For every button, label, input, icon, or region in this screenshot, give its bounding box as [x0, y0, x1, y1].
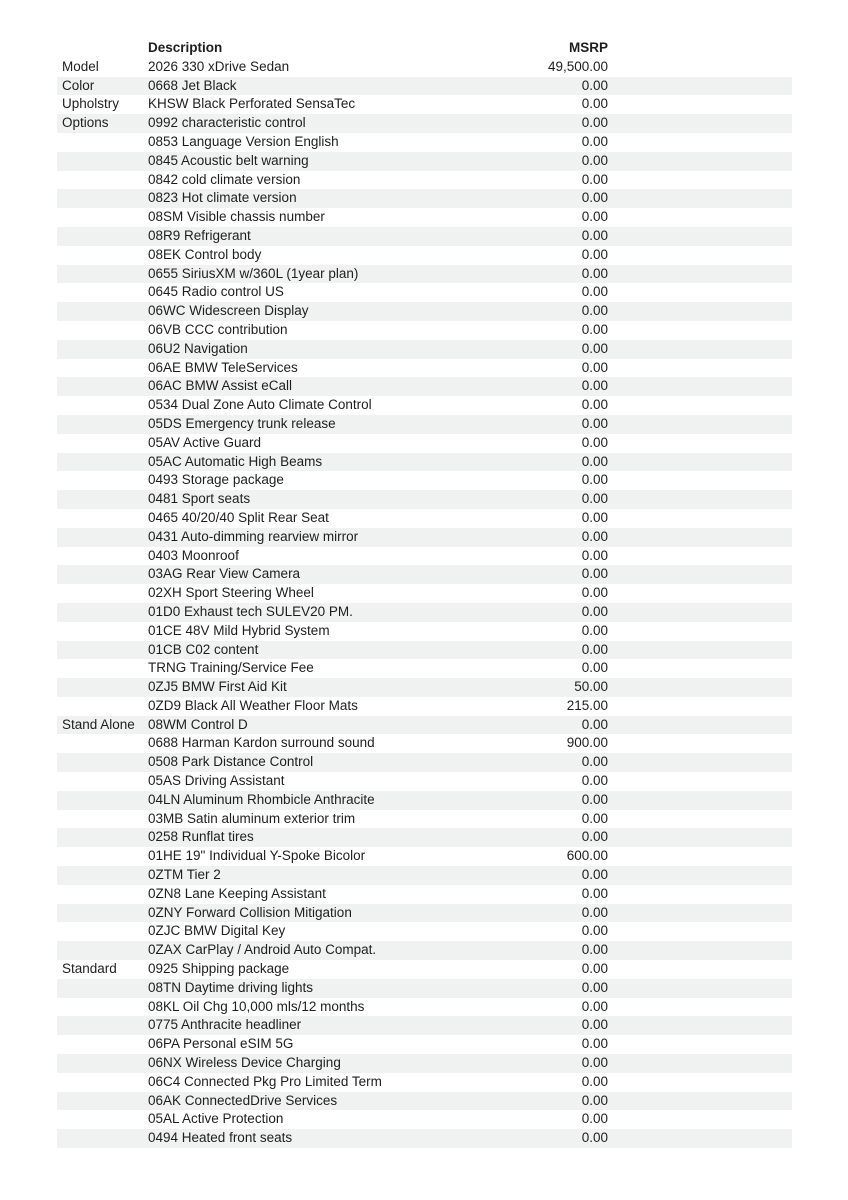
- row-description: 0ZAX CarPlay / Android Auto Compat.: [148, 942, 377, 958]
- row-category: [57, 359, 148, 378]
- row-description: 0925 Shipping package: [148, 961, 290, 977]
- table-row: [57, 941, 792, 960]
- row-msrp: 0.00: [581, 133, 608, 149]
- row-description: 0493 Storage package: [148, 472, 284, 488]
- row-category: [57, 622, 148, 641]
- row-category: [57, 171, 148, 190]
- row-msrp: 0.00: [581, 340, 608, 356]
- row-msrp: 0.00: [581, 998, 608, 1014]
- row-msrp: 0.00: [581, 622, 608, 638]
- table-row: [57, 377, 792, 396]
- table-row: [57, 753, 792, 772]
- row-description: 05AS Driving Assistant: [148, 773, 285, 789]
- row-category: [57, 772, 148, 791]
- table-row: [57, 734, 792, 753]
- row-description: KHSW Black Perforated SensaTec: [148, 96, 356, 112]
- table-row: [57, 697, 792, 716]
- row-msrp: 215.00: [566, 697, 608, 713]
- table-row: [57, 584, 792, 603]
- row-msrp: 0.00: [581, 942, 608, 958]
- row-description: 06U2 Navigation: [148, 340, 248, 356]
- row-msrp: 600.00: [566, 848, 608, 864]
- row-description: 0845 Acoustic belt warning: [148, 152, 309, 168]
- table-row: [57, 603, 792, 622]
- row-msrp: 0.00: [581, 791, 608, 807]
- row-category: [57, 490, 148, 509]
- row-category: [57, 1054, 148, 1073]
- table-row: [57, 1035, 792, 1054]
- row-description: 08KL Oil Chg 10,000 mls/12 months: [148, 998, 365, 1014]
- table-row: [57, 133, 792, 152]
- row-category: [57, 434, 148, 453]
- row-description: 08TN Daytime driving lights: [148, 979, 314, 995]
- table-row: [57, 828, 792, 847]
- table-row: [57, 772, 792, 791]
- row-msrp: 900.00: [566, 735, 608, 751]
- row-description: 01CE 48V Mild Hybrid System: [148, 622, 330, 638]
- row-category: Standard: [62, 961, 117, 977]
- table-row: [57, 227, 792, 246]
- table-row: [57, 58, 792, 77]
- column-header-description: Description: [148, 40, 223, 55]
- row-category: [57, 678, 148, 697]
- table-row: [57, 716, 792, 735]
- table-row: [57, 885, 792, 904]
- table-row: [57, 565, 792, 584]
- row-category: [57, 227, 148, 246]
- row-category: [57, 565, 148, 584]
- row-description: 0655 SiriusXM w/360L (1year plan): [148, 265, 359, 281]
- row-msrp: 0.00: [581, 284, 608, 300]
- table-row: [57, 979, 792, 998]
- row-category: Upholstry: [62, 96, 120, 112]
- row-category: [57, 1110, 148, 1129]
- table-row: [57, 1092, 792, 1111]
- row-msrp: 0.00: [581, 1073, 608, 1089]
- table-row: [57, 659, 792, 678]
- table-row: [57, 1073, 792, 1092]
- table-row: [57, 960, 792, 979]
- row-category: [57, 1129, 148, 1148]
- row-msrp: 0.00: [581, 547, 608, 563]
- row-description: 0ZN8 Lane Keeping Assistant: [148, 885, 326, 901]
- table-row: [57, 1016, 792, 1035]
- row-category: [57, 904, 148, 923]
- row-msrp: 50.00: [574, 679, 608, 695]
- row-category: [57, 1016, 148, 1035]
- row-category: [57, 528, 148, 547]
- row-category: Stand Alone: [62, 716, 135, 732]
- row-description: 0481 Sport seats: [148, 491, 251, 507]
- row-msrp: 0.00: [581, 1017, 608, 1033]
- row-description: 06NX Wireless Device Charging: [148, 1055, 341, 1071]
- table-header-row: [57, 39, 792, 58]
- row-category: [57, 828, 148, 847]
- row-msrp: 0.00: [581, 378, 608, 394]
- row-category: [57, 547, 148, 566]
- row-description: 0494 Heated front seats: [148, 1130, 293, 1146]
- row-msrp: 0.00: [581, 829, 608, 845]
- table-row: [57, 434, 792, 453]
- row-msrp: 0.00: [581, 566, 608, 582]
- table-row: [57, 471, 792, 490]
- row-msrp: 0.00: [581, 472, 608, 488]
- table-row: [57, 1054, 792, 1073]
- table-row: [57, 1110, 792, 1129]
- row-msrp: 0.00: [581, 1130, 608, 1146]
- row-msrp: 0.00: [581, 885, 608, 901]
- row-description: 01HE 19" Individual Y-Spoke Bicolor: [148, 848, 366, 864]
- row-category: [57, 941, 148, 960]
- table-row: [57, 189, 792, 208]
- row-msrp: 0.00: [581, 190, 608, 206]
- row-msrp: 0.00: [581, 303, 608, 319]
- row-msrp: 0.00: [581, 227, 608, 243]
- row-msrp: 49,500.00: [547, 58, 608, 74]
- row-description: 06AK ConnectedDrive Services: [148, 1092, 338, 1108]
- row-description: 0ZJC BMW Digital Key: [148, 923, 286, 939]
- row-description: 06C4 Connected Pkg Pro Limited Term: [148, 1073, 382, 1089]
- row-msrp: 0.00: [581, 96, 608, 112]
- row-msrp: 0.00: [581, 1036, 608, 1052]
- table-row: [57, 415, 792, 434]
- table-row: [57, 490, 792, 509]
- row-category: [57, 753, 148, 772]
- table-row: [57, 114, 792, 133]
- row-description: 06AE BMW TeleServices: [148, 359, 298, 375]
- row-category: [57, 885, 148, 904]
- row-category: [57, 866, 148, 885]
- row-category: [57, 791, 148, 810]
- table-row: [57, 265, 792, 284]
- row-category: [57, 265, 148, 284]
- table-row: [57, 321, 792, 340]
- table-row: [57, 998, 792, 1017]
- row-description: 0842 cold climate version: [148, 171, 301, 187]
- row-description: 03MB Satin aluminum exterior trim: [148, 810, 356, 826]
- table-row: [57, 359, 792, 378]
- row-category: [57, 810, 148, 829]
- table-body: [57, 58, 792, 1148]
- row-category: Options: [62, 115, 109, 131]
- row-category: [57, 734, 148, 753]
- row-msrp: 0.00: [581, 867, 608, 883]
- row-category: [57, 1092, 148, 1111]
- row-msrp: 0.00: [581, 509, 608, 525]
- table-row: [57, 396, 792, 415]
- row-description: 08R9 Refrigerant: [148, 227, 251, 243]
- table-row: [57, 791, 792, 810]
- table-row: [57, 95, 792, 114]
- row-description: 0ZD9 Black All Weather Floor Mats: [148, 697, 358, 713]
- row-description: 06VB CCC contribution: [148, 321, 288, 337]
- row-description: 0ZNY Forward Collision Mitigation: [148, 904, 352, 920]
- row-msrp: 0.00: [581, 453, 608, 469]
- row-category: [57, 641, 148, 660]
- row-description: 0403 Moonroof: [148, 547, 239, 563]
- row-description: 0534 Dual Zone Auto Climate Control: [148, 397, 372, 413]
- row-description: 0645 Radio control US: [148, 284, 284, 300]
- row-msrp: 0.00: [581, 152, 608, 168]
- row-msrp: 0.00: [581, 415, 608, 431]
- row-msrp: 0.00: [581, 660, 608, 676]
- row-description: 03AG Rear View Camera: [148, 566, 301, 582]
- row-description: 04LN Aluminum Rhombicle Anthracite: [148, 791, 375, 807]
- table-row: [57, 77, 792, 96]
- row-description: 05AV Active Guard: [148, 434, 262, 450]
- row-category: Model: [62, 58, 99, 74]
- table-row: [57, 246, 792, 265]
- table-row: [57, 1129, 792, 1148]
- row-msrp: 0.00: [581, 1111, 608, 1127]
- row-description: 0431 Auto-dimming rearview mirror: [148, 528, 359, 544]
- table-row: [57, 678, 792, 697]
- row-category: [57, 415, 148, 434]
- row-description: 0ZTM Tier 2: [148, 867, 221, 883]
- row-category: [57, 453, 148, 472]
- row-msrp: 0.00: [581, 585, 608, 601]
- row-description: 05AC Automatic High Beams: [148, 453, 323, 469]
- row-msrp: 0.00: [581, 246, 608, 262]
- row-msrp: 0.00: [581, 491, 608, 507]
- row-msrp: 0.00: [581, 77, 608, 93]
- row-description: 2026 330 xDrive Sedan: [148, 58, 290, 74]
- table-row: [57, 922, 792, 941]
- row-msrp: 0.00: [581, 1092, 608, 1108]
- row-category: [57, 697, 148, 716]
- table-row: [57, 641, 792, 660]
- row-description: 0775 Anthracite headliner: [148, 1017, 302, 1033]
- row-category: [57, 922, 148, 941]
- table-row: [57, 866, 792, 885]
- row-description: 0508 Park Distance Control: [148, 754, 314, 770]
- vehicle-options-table: [57, 39, 792, 1148]
- row-category: Color: [62, 77, 95, 93]
- row-description: 08EK Control body: [148, 246, 262, 262]
- row-category: [57, 847, 148, 866]
- row-description: 06AC BMW Assist eCall: [148, 378, 293, 394]
- row-description: 0823 Hot climate version: [148, 190, 297, 206]
- table-row: [57, 283, 792, 302]
- row-msrp: 0.00: [581, 716, 608, 732]
- row-category: [57, 396, 148, 415]
- row-category: [57, 1073, 148, 1092]
- table-row: [57, 904, 792, 923]
- row-description: 0258 Runflat tires: [148, 829, 254, 845]
- row-msrp: 0.00: [581, 528, 608, 544]
- row-msrp: 0.00: [581, 265, 608, 281]
- row-msrp: 0.00: [581, 171, 608, 187]
- column-header-msrp: MSRP: [568, 40, 608, 55]
- row-category: [57, 377, 148, 396]
- row-description: 01D0 Exhaust tech SULEV20 PM.: [148, 603, 353, 619]
- row-description: 06PA Personal eSIM 5G: [148, 1036, 294, 1052]
- row-msrp: 0.00: [581, 397, 608, 413]
- row-category: [57, 321, 148, 340]
- row-msrp: 0.00: [581, 115, 608, 131]
- row-category: [57, 133, 148, 152]
- row-category: [57, 998, 148, 1017]
- table-row: [57, 340, 792, 359]
- row-msrp: 0.00: [581, 603, 608, 619]
- row-category: [57, 208, 148, 227]
- row-description: 08WM Control D: [148, 716, 248, 732]
- table-row: [57, 528, 792, 547]
- table-row: [57, 622, 792, 641]
- row-description: 05DS Emergency trunk release: [148, 415, 336, 431]
- row-category: [57, 1035, 148, 1054]
- row-msrp: 0.00: [581, 810, 608, 826]
- row-msrp: 0.00: [581, 754, 608, 770]
- row-msrp: 0.00: [581, 321, 608, 337]
- row-category: [57, 302, 148, 321]
- row-description: 0668 Jet Black: [148, 77, 237, 93]
- row-description: TRNG Training/Service Fee: [148, 660, 314, 676]
- row-category: [57, 603, 148, 622]
- row-msrp: 0.00: [581, 904, 608, 920]
- row-category: [57, 584, 148, 603]
- table-row: [57, 509, 792, 528]
- row-msrp: 0.00: [581, 961, 608, 977]
- row-description: 0688 Harman Kardon surround sound: [148, 735, 375, 751]
- row-category: [57, 471, 148, 490]
- row-category: [57, 979, 148, 998]
- row-category: [57, 152, 148, 171]
- row-description: 02XH Sport Steering Wheel: [148, 585, 314, 601]
- row-category: [57, 340, 148, 359]
- row-description: 05AL Active Protection: [148, 1111, 284, 1127]
- row-description: 0ZJ5 BMW First Aid Kit: [148, 679, 287, 695]
- table-row: [57, 810, 792, 829]
- table-row: [57, 302, 792, 321]
- row-msrp: 0.00: [581, 979, 608, 995]
- row-msrp: 0.00: [581, 359, 608, 375]
- row-msrp: 0.00: [581, 434, 608, 450]
- row-description: 0853 Language Version English: [148, 133, 339, 149]
- row-msrp: 0.00: [581, 923, 608, 939]
- row-description: 0992 characteristic control: [148, 115, 306, 131]
- row-description: 01CB C02 content: [148, 641, 259, 657]
- table-row: [57, 547, 792, 566]
- row-category: [57, 246, 148, 265]
- row-category: [57, 189, 148, 208]
- table-row: [57, 171, 792, 190]
- table-row: [57, 847, 792, 866]
- row-description: 08SM Visible chassis number: [148, 209, 325, 225]
- table-row: [57, 453, 792, 472]
- table-row: [57, 152, 792, 171]
- row-category: [57, 659, 148, 678]
- row-msrp: 0.00: [581, 209, 608, 225]
- row-description: 06WC Widescreen Display: [148, 303, 309, 319]
- table-row: [57, 208, 792, 227]
- row-msrp: 0.00: [581, 773, 608, 789]
- row-category: [57, 509, 148, 528]
- row-category: [57, 283, 148, 302]
- column-header-category: [57, 39, 148, 58]
- row-msrp: 0.00: [581, 1055, 608, 1071]
- row-description: 0465 40/20/40 Split Rear Seat: [148, 509, 329, 525]
- row-msrp: 0.00: [581, 641, 608, 657]
